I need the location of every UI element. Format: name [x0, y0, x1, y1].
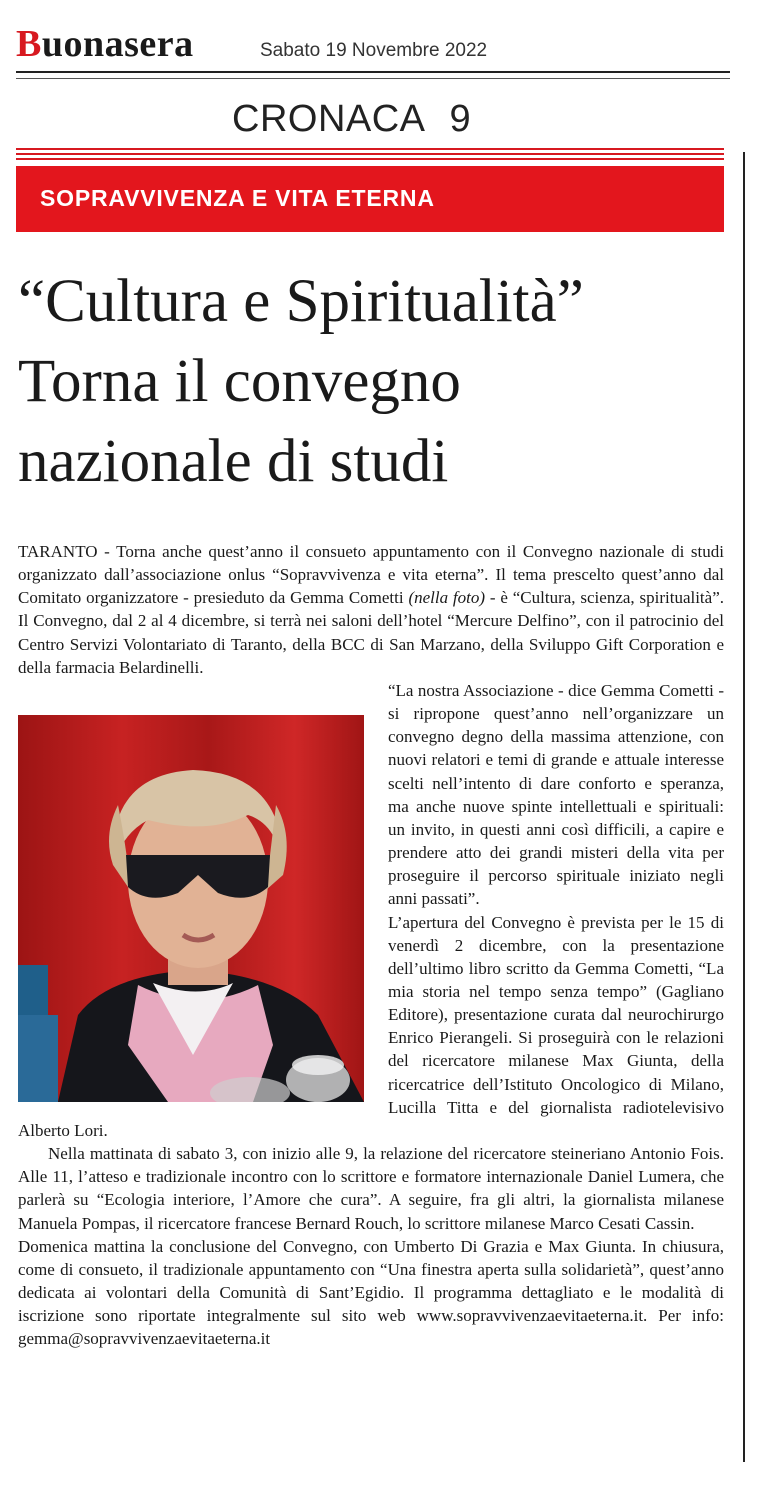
photo-reference: (nella foto) — [408, 588, 486, 608]
section-header — [232, 98, 471, 141]
topic-banner — [16, 166, 724, 232]
headline-line-2: Torna il convegno — [18, 348, 461, 415]
article-headline — [18, 262, 738, 502]
paragraph-4: Nella mattinata di sabato 3, con inizio alle 9, la relazione del ricercatore steineriano Antonio Fois. Alle 11, l’atteso e tradizionale incontro con lo scrittore e formatore internazionale Daniel Lumera, che parlerà su “Ecologia interiore, l’Amore che cura”. A seguire, fra gli altri, la giornalista milanese Manuela Pompas, il ricercatore francese Bernard Rouch, lo scrittore milanese Marco Cesati Cassin. — [18, 1144, 724, 1233]
paragraph-2: “La nostra Associazione - dice Gemma Cometti - si ripropone quest’anno nell’organizzare un convegno degno della massima attenzione, con nuovi relatori e temi di grande e attuale interesse scelti nell’intento di dare conforto e speranza, ma anche nuove spinte intellettuali e spirituali: un invito, in questi anni così difficili, a capire e prendere atto dei grandi misteri della vita per proseguire il percorso spirituale iniziato negli anni passati”. — [388, 680, 724, 909]
paragraph-3: L’apertura del Convegno è prevista per le 15 di venerdì 2 dicembre, con la presentazione dell’ultimo libro scritto da Gemma Cometti, “La mia storia nel tempo senza tempo” (Gagliano Editore), presentazione curata dal neurochirurgo Enrico Pierangeli. Si proseguirà con le relazioni del ricercatore milanese Max Giunta, della ricercatrice dell’Istituto Oncologico di Milano, Lucilla Titta e del giornalista radiotelevisivo Alberto Lori. — [18, 912, 724, 1140]
section-rules — [16, 148, 724, 162]
portrait-photo — [18, 715, 364, 1102]
header-rule — [16, 71, 730, 73]
topic-banner-label: SOPRAVVIVENZA E VITA ETERNA — [40, 185, 435, 211]
header-rule-thin — [16, 78, 730, 79]
paragraph-5: Domenica mattina la conclusione del Convegno, con Umberto Di Grazia e Max Giunta. In chiusura, come di consueto, il tradizionale appuntamento con “Una finestra aperta sulla solidarietà”, quest’anno dedicata ai volontari della Comunità di Sant’Egidio. Il programma dettagliato e le modalità di iscrizione sono riportate integralmente sul sito web www.sopravvivenzaevitaeterna.it. Per info: gemma@sopravvivenzaevitaeterna.it — [18, 1236, 724, 1349]
paragraph-1: TARANTO - Torna anche quest’anno il consueto appuntamento con il Convegno nazionale di studi organizzato dall’associazione onlus “Sopravvivenza e vita eterna”. Il tema prescelto quest’anno dal Comitato organizzatore - presieduto da Gemma Cometti (nella foto) - è “Cultura, scienza, spiritualità”. Il Convegno, dal 2 al 4 dicembre, si terrà nei saloni dell’hotel “Mercure Delfino”, con il patrocinio del Centro Servizi Volontariato di Taranto, della BCC di San Marzano, della Sviluppo Gift Corporation e della farmacia Belardinelli. — [18, 542, 724, 677]
headline-line-3: nazionale di studi — [18, 428, 449, 495]
page-number: 9 — [449, 98, 472, 140]
issue-date: Sabato 19 Novembre 2022 — [260, 40, 488, 61]
portrait-illustration — [18, 715, 364, 1102]
newspaper-logo: Buonasera — [16, 23, 194, 65]
section-name: CRONACA — [232, 98, 426, 140]
headline-line-1: “Cultura e Spiritualità” — [18, 268, 584, 335]
article-body — [18, 540, 724, 1350]
column-divider — [743, 152, 745, 1462]
